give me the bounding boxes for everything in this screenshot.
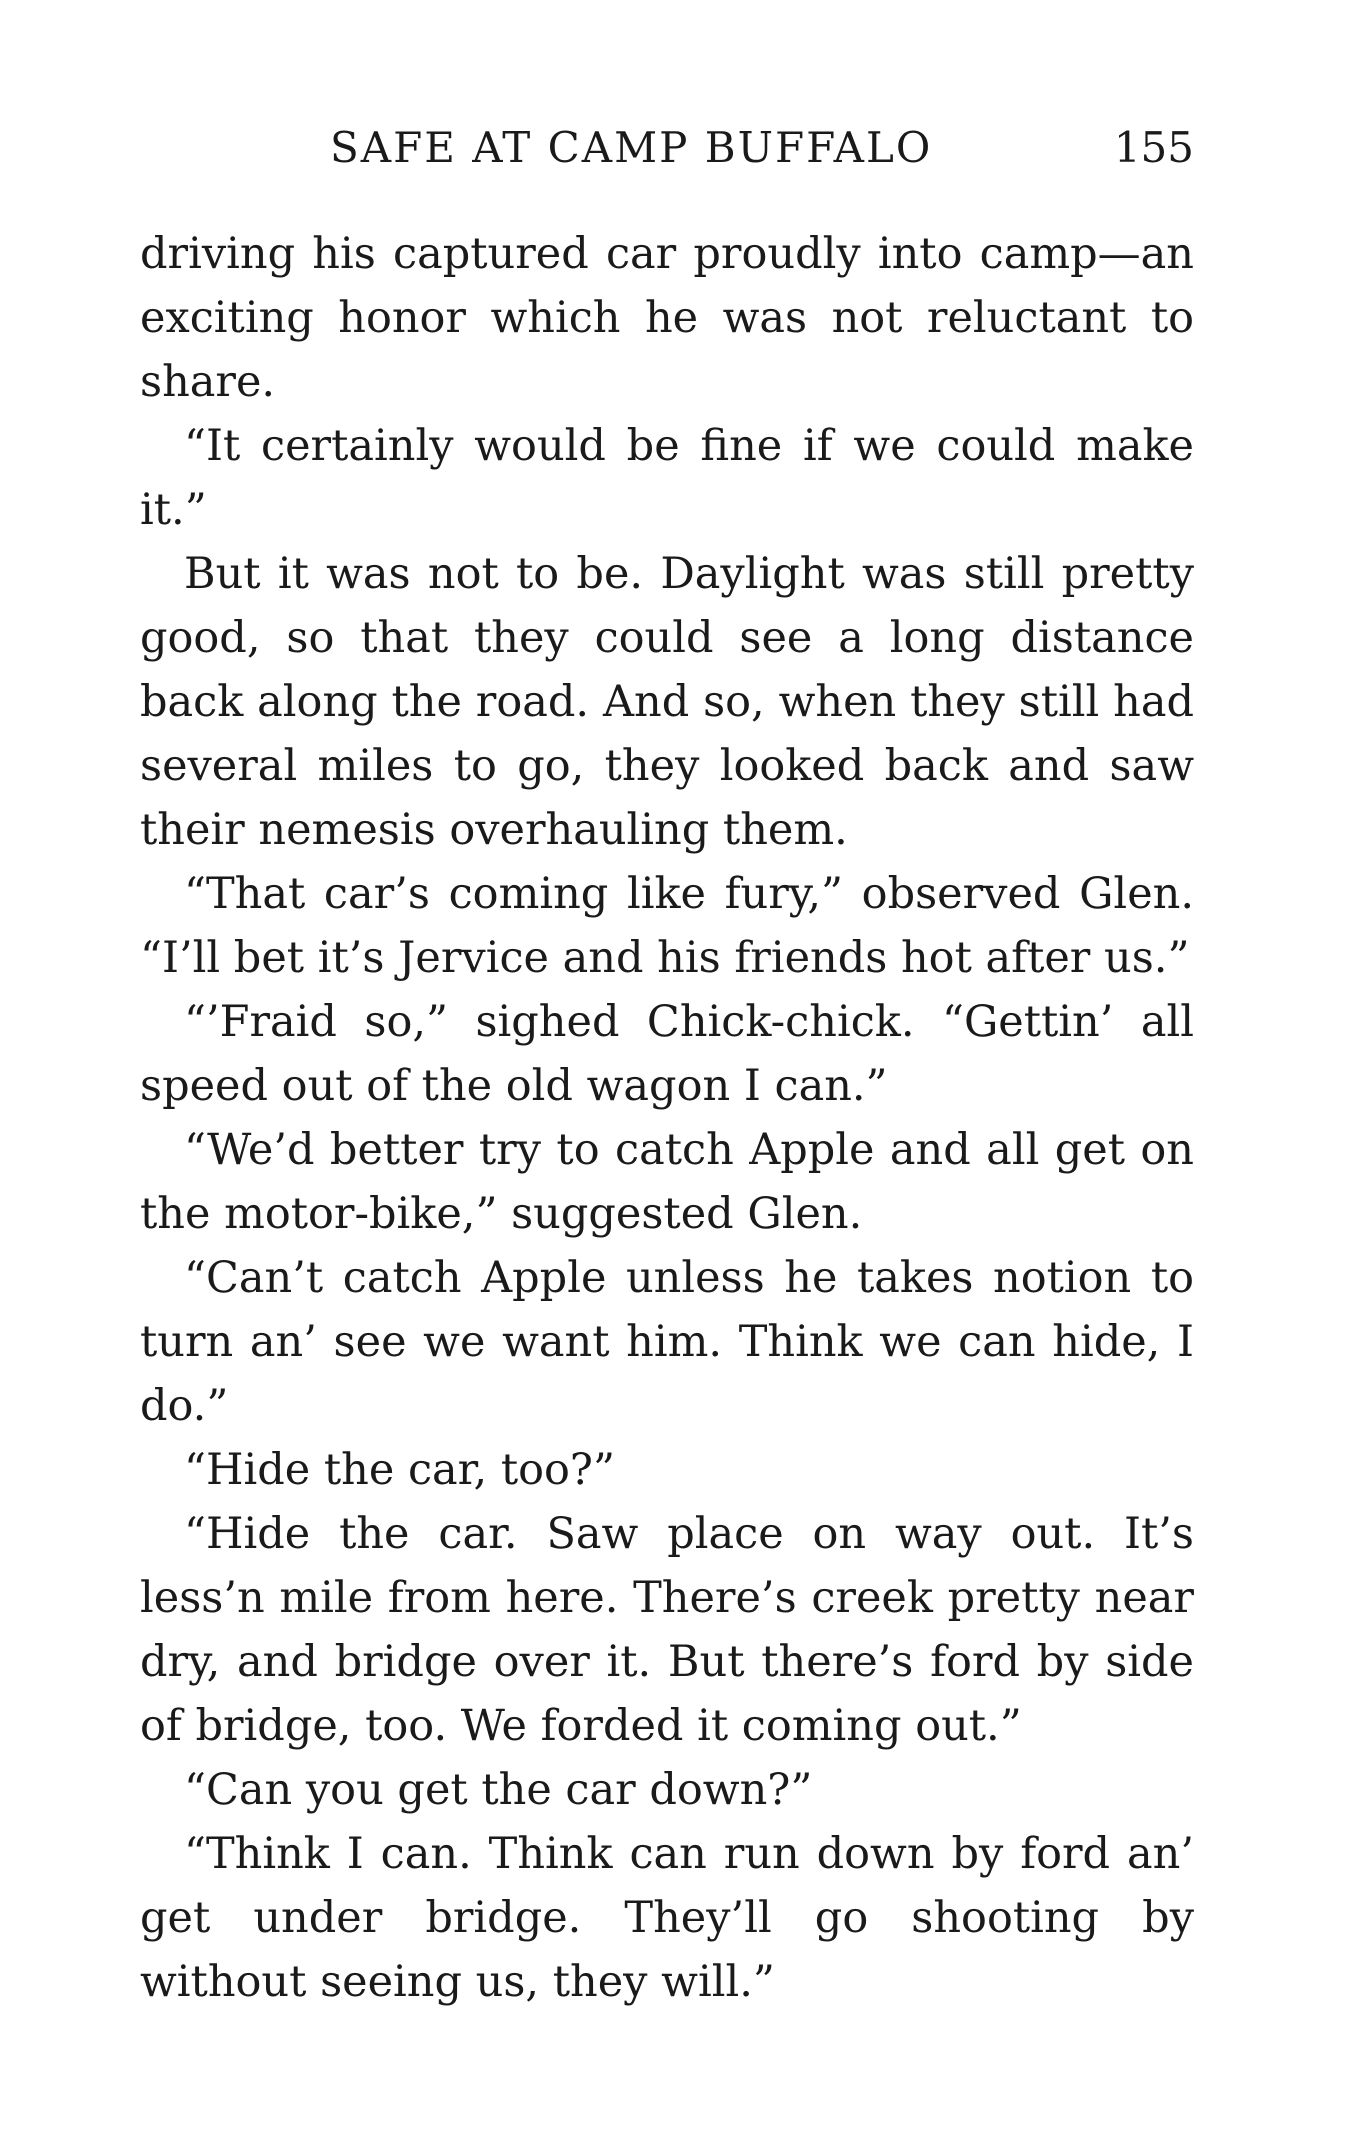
- running-title: SAFE AT CAMP BUFFALO: [330, 123, 933, 172]
- paragraph-dialogue: “We’d better try to catch Apple and all get on the motor-bike,” suggested Glen.: [140, 1125, 1194, 1239]
- paragraph-dialogue: “Think I can. Think can run down by ford an’ get under bridge. They’ll go shooting by without seeing us, they will.”: [140, 1829, 1194, 2007]
- paragraph-continuation: driving his captured car proudly into camp—an exciting honor which he was not reluctant to share.: [140, 229, 1194, 407]
- body-text: [140, 222, 1194, 2014]
- paragraph-dialogue: “That car’s coming like fury,” observed Glen. “I’ll bet it’s Jervice and his friends hot after us.”: [140, 869, 1194, 983]
- paragraph-dialogue: “Can’t catch Apple unless he takes notion to turn an’ see we want him. Think we can hide, I do.”: [140, 1253, 1194, 1431]
- running-head: [140, 118, 1194, 178]
- paragraph-dialogue: “It certainly would be fine if we could make it.”: [140, 421, 1194, 535]
- paragraph-dialogue: “’Fraid so,” sighed Chick-chick. “Gettin’ all speed out of the old wagon I can.”: [140, 997, 1194, 1111]
- paragraph-dialogue: “Hide the car, too?”: [184, 1445, 615, 1495]
- paragraph-narration: But it was not to be. Daylight was still pretty good, so that they could see a long distance back along the road. And so, when they still had several miles to go, they looked back and saw their nemesis overhauling them.: [140, 549, 1194, 855]
- page-number: 155: [1113, 123, 1194, 172]
- paragraph-dialogue: “Hide the car. Saw place on way out. It’s less’n mile from here. There’s creek pretty near dry, and bridge over it. But there’s ford by side of bridge, too. We forded it coming out.”: [140, 1509, 1194, 1751]
- paragraph-dialogue: “Can you get the car down?”: [184, 1765, 813, 1815]
